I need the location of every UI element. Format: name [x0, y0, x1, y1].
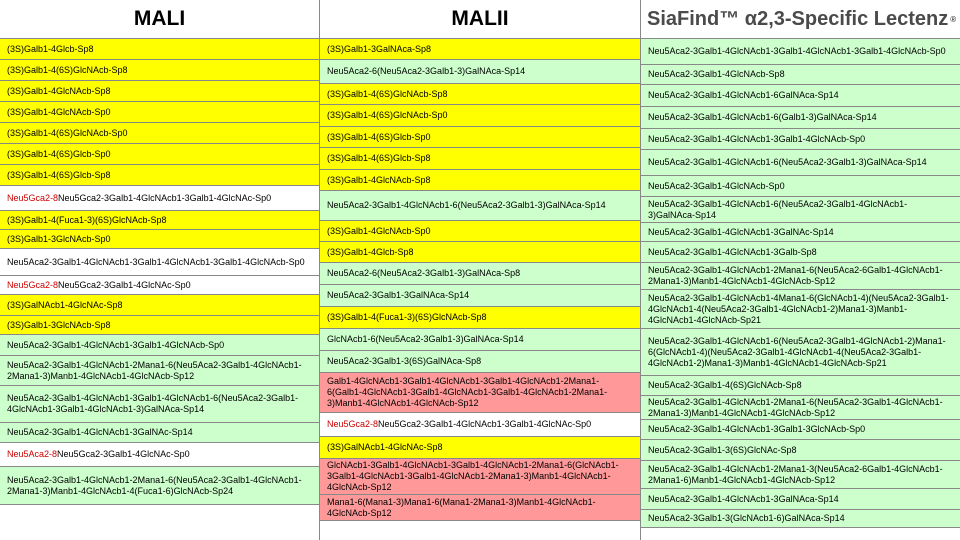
glycan-structure — [648, 134, 865, 145]
glycan-structure — [327, 268, 520, 279]
glycan-row — [0, 60, 319, 81]
column-malii — [320, 0, 641, 540]
glycan-text: (3S)Galb1-4(Fuca1-3)(6S)GlcNAcb-Sp8 — [7, 214, 167, 225]
glycan-structure — [327, 44, 431, 55]
glycan-row — [641, 290, 960, 329]
glycan-structure — [327, 290, 469, 301]
glycan-row — [0, 356, 319, 386]
glycan-text: Neu5Aca2-3Galb1-4GlcNAcb1-3GalNAc-Sp14 — [7, 427, 193, 437]
glycan-text: Neu5Aca2-3Galb1-4GlcNAcb1-3Galb1-4GlcNAcb1-3Galb1-4GlcNAcb-Sp0 — [648, 46, 946, 56]
glycan-text: Neu5Aca2-3Galb1-4GlcNAcb1-3GalNAca-Sp14 — [648, 493, 839, 504]
glycan-text: Neu5Gca2-3Galb1-4GlcNAc-Sp0 — [58, 279, 191, 290]
column-header-label: MALII — [451, 7, 509, 30]
glycan-text: (3S)Galb1-4GlcNAcb-Sp0 — [7, 106, 111, 117]
glycan-text: Neu5Aca2-3Galb1-4GlcNAcb1-6GalNAca-Sp14 — [648, 90, 839, 100]
glycan-row — [0, 276, 319, 295]
glycan-text: Neu5Aca2-3Galb1-4GlcNAcb1-2Mana1-6(Neu5Aca2-3Galb1-4GlcNAcb1-2Mana1-3)Manb1-4GlcNAcb1-4(Fuca1-6)GlcNAcb-Sp24 — [7, 474, 302, 496]
glycan-text: (3S)Galb1-4(Fuca1-3)(6S)GlcNAcb-Sp8 — [327, 312, 487, 322]
glycan-row — [320, 351, 640, 373]
glycan-structure — [7, 149, 111, 160]
glycan-structure — [648, 181, 785, 192]
glycan-structure — [7, 215, 167, 226]
glycan-structure — [327, 419, 591, 430]
glycan-structure — [7, 86, 111, 97]
glycan-structure — [7, 340, 224, 351]
glycan-text: Neu5Aca2-3Galb1-4GlcNAcb1-6(Galb1-3)GalNAca-Sp14 — [648, 112, 877, 122]
glycan-text: Mana1-6(Mana1-3)Mana1-6(Mana1-2Mana1-3)Manb1-4GlcNAcb1-4GlcNAcb-Sp12 — [327, 496, 596, 518]
glycan-text: Neu5Aca2-3Galb1-3(6S)GlcNAc-Sp8 — [648, 444, 797, 455]
glycan-text: GlcNAcb1-3Galb1-4GlcNAcb1-3Galb1-4GlcNAcb1-2Mana1-6(GlcNAcb1-3Galb1-4GlcNAcb1-3Galb1-4GlcNAcb1-2Mana1-3)Manb1-4GlcNAcb1-4GlcNAcb-Sp12 — [327, 460, 619, 492]
glycan-row — [0, 211, 319, 230]
glycan-text: Neu5Gca2-3Galb1-4GlcNAc-Sp0 — [57, 449, 190, 459]
glycan-structure — [327, 376, 633, 409]
glycan-text: (3S)Galb1-3GlcNAcb-Sp0 — [7, 233, 111, 244]
glycan-row — [641, 150, 960, 176]
glycan-structure — [327, 153, 431, 164]
glycan-text: Neu5Aca2-3Galb1-4GlcNAcb1-6(Neu5Aca2-3Galb1-3)GalNAca-Sp14 — [648, 157, 927, 167]
glycan-text: Neu5Aca2-3Galb1-3GalNAca-Sp14 — [327, 290, 470, 300]
glycan-structure — [327, 89, 448, 100]
glycan-structure — [327, 312, 487, 323]
glycan-prefix: Neu5Gca2-8 — [327, 419, 379, 429]
glycan-row — [320, 191, 640, 221]
glycan-row — [641, 489, 960, 510]
glycan-row — [320, 495, 640, 521]
glycan-structure — [648, 69, 785, 80]
glycan-row — [641, 420, 960, 440]
glycan-structure — [648, 199, 953, 221]
glycan-row — [320, 221, 640, 242]
glycan-prefix: Neu5Gca2-8 — [7, 192, 59, 203]
glycan-row — [641, 65, 960, 85]
column-header-label: SiaFind™ α2,3-Specific Lectenz — [647, 7, 949, 30]
registered-mark: ® — [950, 14, 957, 24]
glycan-structure — [648, 494, 839, 505]
glycan-text: Neu5Aca2-3Galb1-4GlcNAcb1-6(Neu5Aca2-3Galb1-4GlcNAcb1-3)GalNAca-Sp14 — [648, 198, 908, 220]
glycan-structure — [648, 247, 817, 258]
glycan-text: (3S)Galb1-4(6S)Glcb-Sp8 — [327, 153, 431, 163]
glycan-structure — [327, 132, 431, 143]
glycan-row — [641, 263, 960, 290]
glycan-structure — [327, 356, 481, 367]
glycan-row — [320, 263, 640, 285]
glycan-row — [0, 81, 319, 102]
glycan-text: Neu5Aca2-3Galb1-4GlcNAcb1-2Mana1-6(Neu5Aca2-3Galb1-4GlcNAcb1-2Mana1-3)Manb1-4GlcNAcb1-4GlcNAcb-Sp12 — [7, 359, 302, 381]
glycan-row — [0, 316, 319, 335]
glycan-text: Neu5Aca2-3Galb1-4GlcNAcb1-3Galb1-4GlcNAcb-Sp0 — [7, 339, 225, 350]
glycan-row — [320, 373, 640, 413]
column-header-mali — [0, 0, 319, 39]
glycan-structure — [7, 300, 123, 311]
glycan-row — [641, 197, 960, 223]
glycan-row — [320, 307, 640, 329]
glycan-structure — [7, 257, 305, 268]
glycan-text: (3S)Galb1-4Glcb-Sp8 — [7, 43, 94, 54]
glycan-text: (3S)Galb1-4(6S)Glcb-Sp0 — [7, 148, 111, 159]
glycan-row — [641, 176, 960, 197]
glycan-row — [641, 376, 960, 396]
glycan-row — [641, 242, 960, 263]
glycan-structure — [648, 513, 845, 524]
glycan-text: Neu5Aca2-3Galb1-4GlcNAcb1-3Galb1-3GlcNAcb-Sp0 — [648, 424, 866, 434]
glycan-text: (3S)Galb1-4(6S)GlcNAcb-Sp0 — [327, 110, 448, 120]
glycan-text: Neu5Aca2-3Galb1-4GlcNAcb1-4Mana1-6(GlcNAcb1-4)(Neu5Aca2-3Galb1-4GlcNAcb1-4(Neu5Aca2-3Galb1-4GlcNAcb1-2)Mana1-3)Manb1-4GlcNAcb1-4GlcNAcb-Sp21 — [648, 292, 949, 325]
glycan-text: Neu5Aca2-3Galb1-4(6S)GlcNAcb-Sp8 — [648, 380, 802, 390]
glycan-text: Neu5Aca2-3Galb1-4GlcNAcb1-2Mana1-6(Neu5Aca2-3Galb1-4GlcNAcb1-2Mana1-3)Manb1-4GlcNAcb1-4GlcNAcb-Sp12 — [648, 396, 943, 418]
glycan-row — [641, 329, 960, 376]
glycan-row — [641, 107, 960, 129]
glycan-row — [320, 459, 640, 495]
glycan-row — [0, 386, 319, 423]
glycan-structure — [7, 128, 128, 139]
glycan-structure — [327, 175, 431, 186]
glycan-text: (3S)Galb1-3GlcNAcb-Sp8 — [7, 319, 111, 330]
glycan-row — [0, 423, 319, 443]
glycan-structure — [7, 449, 190, 460]
glycan-row — [320, 437, 640, 459]
glycan-text: Neu5Aca2-3Galb1-3(6S)GalNAca-Sp8 — [327, 356, 482, 366]
glycan-text: (3S)GalNAcb1-4GlcNAc-Sp8 — [327, 442, 443, 452]
glycan-text: Neu5Gca2-3Galb1-4GlcNAcb1-3Galb1-4GlcNAc-Sp0 — [58, 192, 272, 203]
glycan-row — [320, 170, 640, 191]
glycan-row — [0, 467, 319, 505]
glycan-structure — [648, 46, 946, 57]
glycan-row — [0, 186, 319, 211]
glycan-structure — [7, 475, 312, 497]
glycan-row — [320, 127, 640, 148]
glycan-row — [320, 285, 640, 307]
glycan-text: Neu5Aca2-3Galb1-4GlcNAcb1-6(Neu5Aca2-3Galb1-3)GalNAca-Sp14 — [327, 200, 606, 210]
glycan-structure — [327, 200, 606, 211]
glycan-structure — [327, 334, 524, 345]
glycan-text: Neu5Aca2-3Galb1-4GlcNAcb-Sp8 — [648, 69, 785, 79]
glycan-text: (3S)Galb1-4(6S)GlcNAcb-Sp8 — [327, 88, 448, 99]
glycan-structure — [648, 397, 953, 419]
glycan-structure — [327, 110, 448, 121]
glycan-structure — [648, 464, 953, 486]
glycan-prefix: Neu5Aca2-8 — [7, 449, 58, 459]
glycan-row — [320, 105, 640, 127]
glycan-text: (3S)GalNAcb1-4GlcNAc-Sp8 — [7, 299, 123, 310]
glycan-row — [320, 39, 640, 60]
glycan-text: (3S)Galb1-4Glcb-Sp8 — [327, 246, 414, 257]
column-mali — [0, 0, 320, 540]
glycan-row — [641, 85, 960, 107]
glycan-text: Neu5Aca2-3Galb1-4GlcNAcb1-3GalNAc-Sp14 — [648, 226, 834, 237]
glycan-row — [320, 84, 640, 105]
glycan-structure — [327, 497, 633, 519]
glycan-text: (3S)Galb1-3GalNAca-Sp8 — [327, 43, 432, 54]
glycan-structure — [7, 280, 191, 291]
glycan-structure — [648, 380, 802, 391]
glycan-text: Galb1-4GlcNAcb1-3Galb1-4GlcNAcb1-3Galb1-4GlcNAcb1-2Mana1-6(Galb1-4GlcNAcb1-3Galb1-4GlcNAcb1-3Galb1-4GlcNAcb1-2Mana1-3)Manb1-4GlcNAcb1-4GlcNAcb-Sp12 — [327, 376, 608, 408]
glycan-row — [641, 440, 960, 461]
glycan-structure — [648, 227, 834, 238]
glycan-structure — [327, 460, 633, 493]
glycan-row — [641, 396, 960, 420]
glycan-row — [0, 230, 319, 249]
glycan-text: Neu5Aca2-3Galb1-4GlcNAcb1-2Mana1-3(Neu5Aca2-6Galb1-4GlcNAcb1-2Mana1-6)Manb1-4GlcNAcb1-4GlcNAcb-Sp12 — [648, 463, 943, 485]
glycan-structure — [648, 157, 927, 168]
glycan-row — [0, 335, 319, 356]
glycan-structure — [648, 90, 839, 101]
glycan-row — [320, 60, 640, 84]
glycan-text: GlcNAcb1-6(Neu5Aca2-3Galb1-3)GalNAca-Sp14 — [327, 334, 524, 344]
glycan-prefix: Neu5Gca2-8 — [7, 279, 59, 290]
glycan-structure — [7, 320, 111, 331]
glycan-structure — [648, 336, 953, 369]
glycan-row — [320, 148, 640, 170]
glycan-structure — [648, 424, 865, 435]
column-siafind-lectenz — [641, 0, 960, 540]
glycan-row — [320, 329, 640, 351]
glycan-row — [0, 295, 319, 316]
glycan-structure — [7, 170, 111, 181]
glycan-row — [641, 39, 960, 65]
glycan-structure — [7, 193, 271, 204]
glycan-text: Neu5Aca2-3Galb1-4GlcNAcb1-3Galb1-4GlcNAcb1-3Galb1-4GlcNAcb-Sp0 — [7, 256, 305, 267]
glycan-row — [641, 461, 960, 489]
glycan-text: Neu5Aca2-6(Neu5Aca2-3Galb1-3)GalNAca-Sp8 — [327, 268, 521, 278]
column-header-label: MALI — [133, 7, 186, 30]
glycan-row — [641, 510, 960, 528]
glycan-text: (3S)Galb1-4(6S)GlcNAcb-Sp0 — [7, 127, 128, 138]
glycan-row — [0, 249, 319, 276]
glycan-row — [0, 443, 319, 467]
glycan-structure — [327, 247, 414, 258]
glycan-text: Neu5Aca2-3Galb1-3(GlcNAcb1-6)GalNAca-Sp14 — [648, 513, 845, 523]
glycan-text: (3S)Galb1-4GlcNAcb-Sp0 — [327, 225, 431, 236]
glycan-text: Neu5Gca2-3Galb1-4GlcNAcb1-3Galb1-4GlcNAc-Sp0 — [378, 419, 592, 429]
glycan-structure — [327, 66, 525, 77]
glycan-row — [0, 165, 319, 186]
glycan-row — [0, 144, 319, 165]
glycan-structure — [648, 293, 953, 326]
glycan-structure — [7, 65, 128, 76]
glycan-text: Neu5Aca2-3Galb1-4GlcNAcb1-3Galb1-4GlcNAcb-Sp0 — [648, 133, 866, 144]
glycan-row — [641, 129, 960, 150]
glycan-text: (3S)Galb1-4GlcNAcb-Sp8 — [7, 85, 111, 96]
glycan-text: Neu5Aca2-3Galb1-4GlcNAcb1-3Galb1-4GlcNAcb1-6(Neu5Aca2-3Galb1-4GlcNAcb1-3Galb1-4GlcNAcb1-3)GalNAca-Sp14 — [7, 393, 299, 414]
glycan-structure — [327, 442, 443, 453]
glycan-text: (3S)Galb1-4(6S)Glcb-Sp8 — [7, 169, 111, 180]
glycan-text: Neu5Aca2-3Galb1-4GlcNAcb1-2Mana1-6(Neu5Aca2-6Galb1-4GlcNAcb1-2Mana1-3)Manb1-4GlcNAcb1-4GlcNAcb-Sp12 — [648, 265, 943, 286]
glycan-row — [0, 123, 319, 144]
glycan-row — [641, 223, 960, 242]
glycan-structure — [7, 234, 111, 245]
glycan-text: (3S)Galb1-4GlcNAcb-Sp8 — [327, 174, 431, 185]
glycan-structure — [7, 427, 193, 438]
glycan-structure — [7, 393, 312, 415]
glycan-text: Neu5Aca2-6(Neu5Aca2-3Galb1-3)GalNAca-Sp14 — [327, 66, 526, 76]
glycan-text: (3S)Galb1-4(6S)Glcb-Sp0 — [327, 131, 431, 142]
glycan-structure — [648, 445, 797, 456]
glycan-text: Neu5Aca2-3Galb1-4GlcNAcb1-3Galb-Sp8 — [648, 246, 817, 257]
glycan-structure — [7, 360, 312, 382]
glycan-structure — [648, 112, 877, 123]
glycan-text: Neu5Aca2-3Galb1-4GlcNAcb-Sp0 — [648, 180, 785, 191]
column-header-siafind — [641, 0, 960, 39]
glycan-structure — [648, 265, 953, 287]
glycan-row — [0, 102, 319, 123]
glycan-text: (3S)Galb1-4(6S)GlcNAcb-Sp8 — [7, 64, 128, 75]
glycan-row — [0, 39, 319, 60]
glycan-row — [320, 413, 640, 437]
glycan-text: Neu5Aca2-3Galb1-4GlcNAcb1-6(Neu5Aca2-3Galb1-4GlcNAcb1-2)Mana1-6(GlcNAcb1-4)(Neu5Aca2-3Galb1-4GlcNAcb1-4(Neu5Aca2-3Galb1-4GlcNAcb1-2)Mana1-3)Manb1-4GlcNAcb1-4GlcNAcb-Sp21 — [648, 335, 946, 368]
glycan-structure — [7, 107, 111, 118]
column-header-malii — [320, 0, 640, 39]
glycan-structure — [327, 226, 431, 237]
glycan-structure — [7, 44, 94, 55]
glycan-row — [320, 242, 640, 263]
